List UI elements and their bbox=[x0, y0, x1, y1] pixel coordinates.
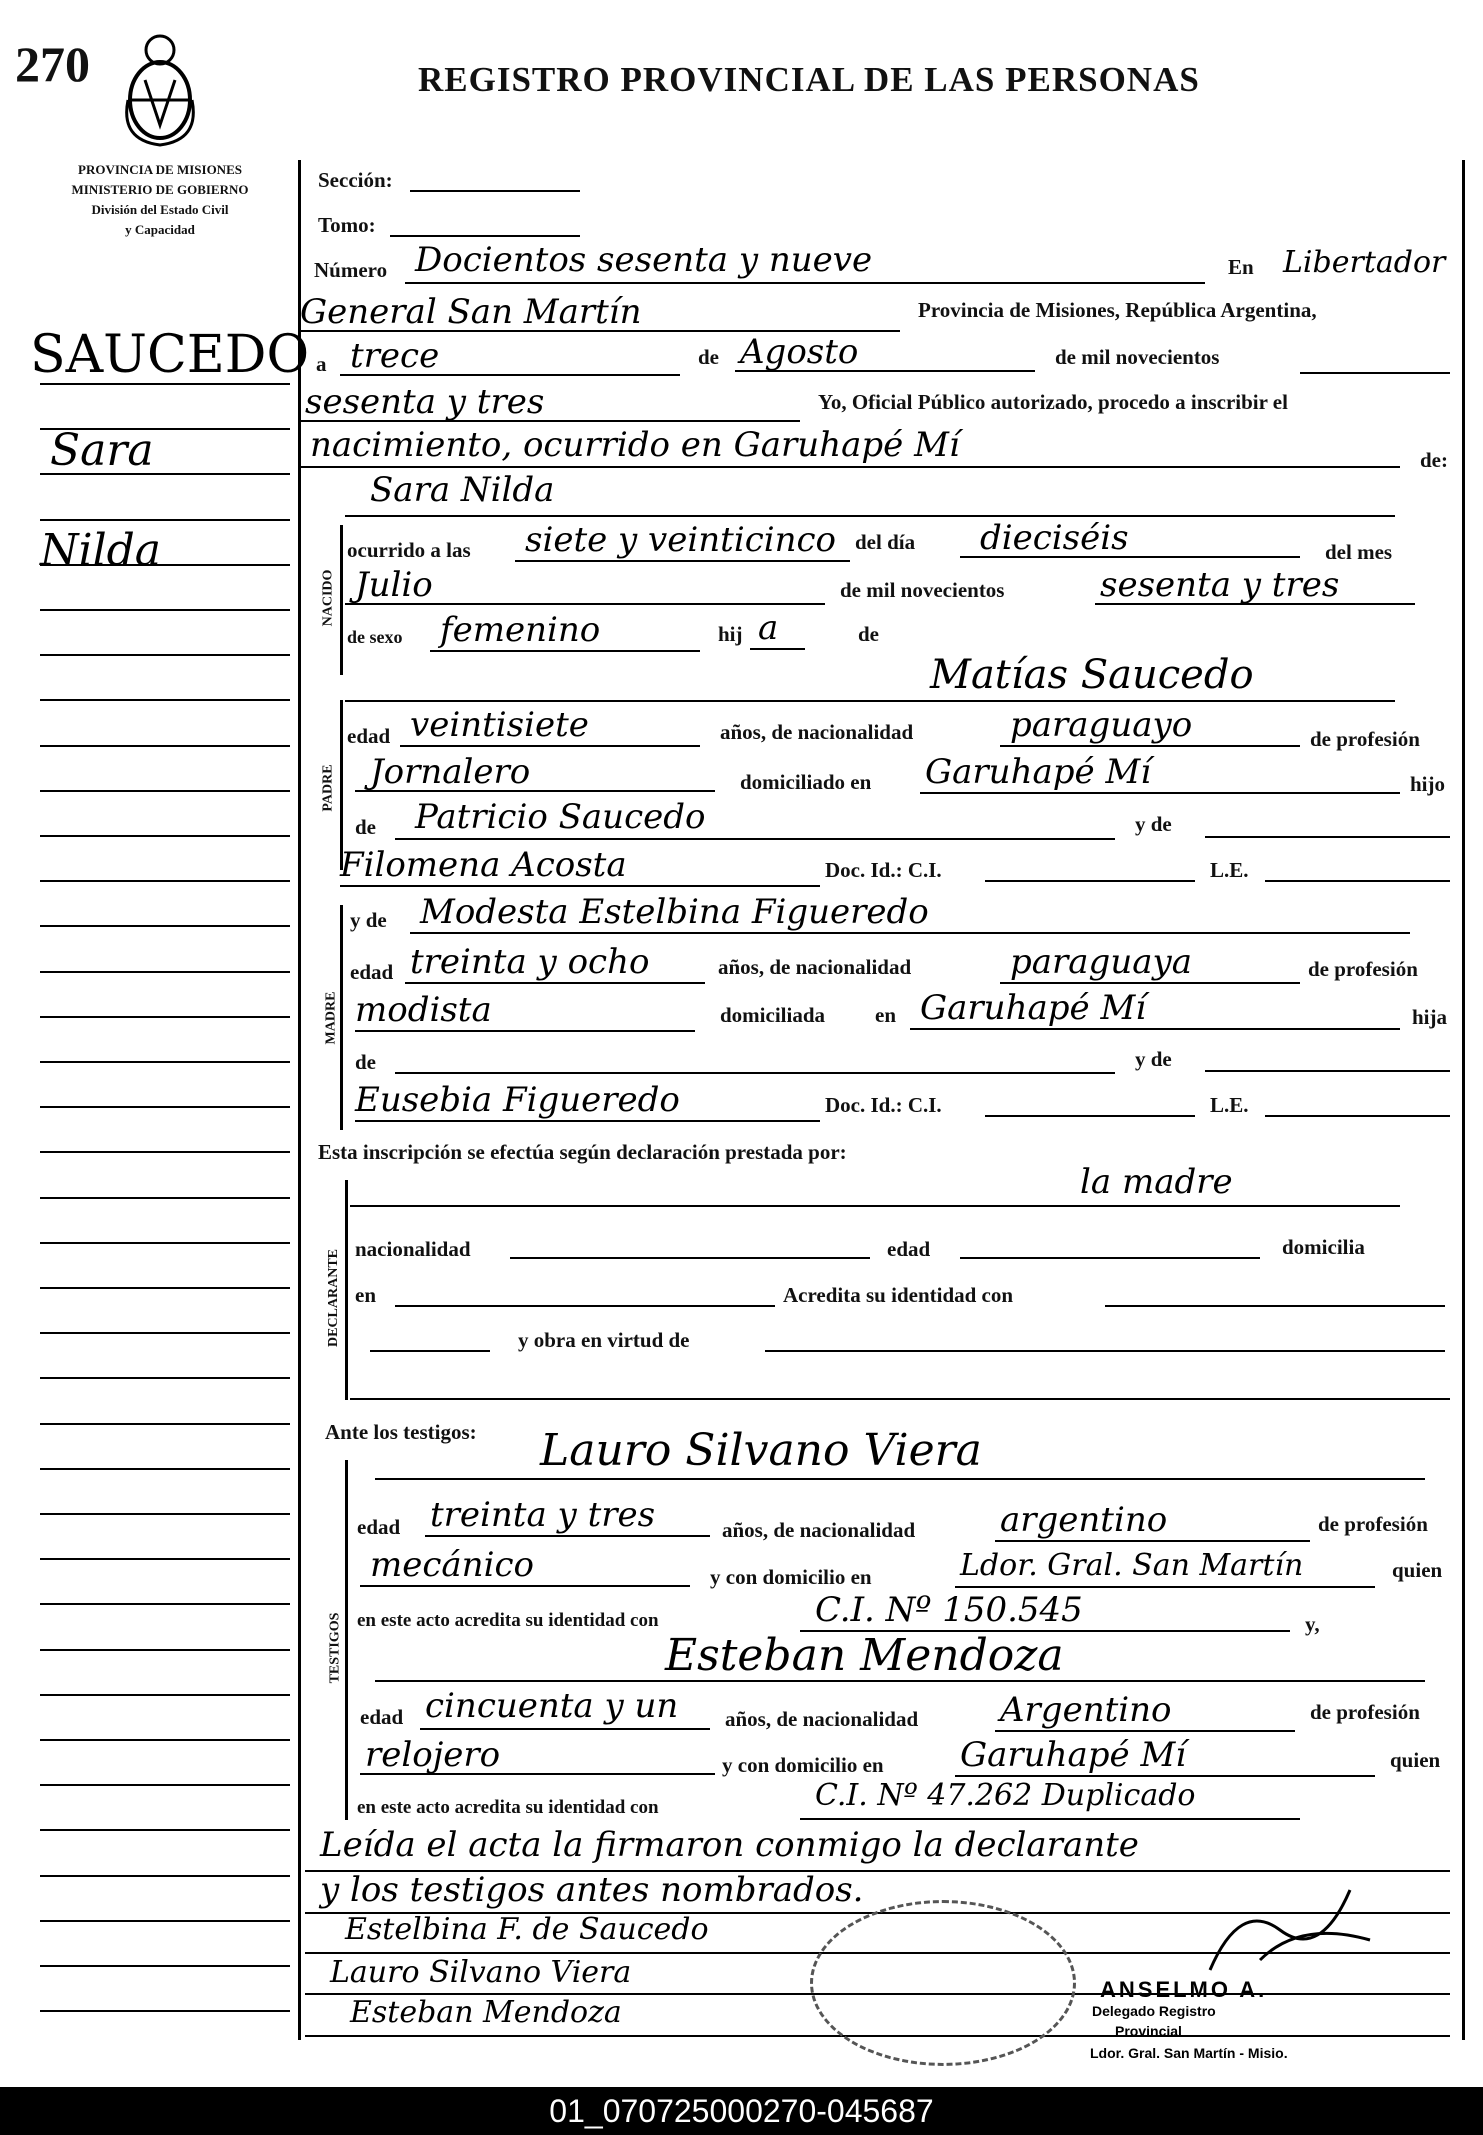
acto-value: nacimiento, ocurrido en Garuhapé Mí bbox=[310, 425, 960, 465]
madre-nombre-value: Modesta Estelbina Figueredo bbox=[420, 892, 929, 932]
hija-label: hija bbox=[1412, 1005, 1448, 1029]
sexo-value: femenino bbox=[440, 610, 601, 650]
page-number: 270 bbox=[15, 36, 90, 92]
numero-label: Número bbox=[314, 258, 388, 282]
t1-dom-value: Ldor. Gral. San Martín bbox=[960, 1548, 1304, 1583]
firma-testigo1: Lauro Silvano Viera bbox=[330, 1955, 632, 1990]
padre-nac-value: paraguayo bbox=[1010, 705, 1193, 745]
padre-dom-label: domiciliado en bbox=[740, 770, 872, 794]
nombre-line bbox=[345, 515, 1395, 517]
coat-of-arms-icon bbox=[120, 30, 200, 150]
hora-value: siete y veinticinco bbox=[525, 520, 837, 560]
decl-obra-label: y obra en virtud de bbox=[518, 1328, 690, 1352]
madre-le-label: L.E. bbox=[1210, 1093, 1249, 1117]
padre-edad-label: edad bbox=[347, 724, 391, 748]
margin-rule bbox=[40, 1965, 290, 1967]
margin-rule bbox=[40, 1558, 290, 1560]
madre-docid-label: Doc. Id.: C.I. bbox=[825, 1093, 942, 1117]
margin-rule bbox=[40, 745, 290, 747]
madre-dom-label: domiciliada bbox=[720, 1003, 826, 1027]
del-dia-label: del día bbox=[855, 530, 916, 554]
abuelo-pat-value: Patricio Saucedo bbox=[415, 797, 706, 837]
testigos-label: Ante los testigos: bbox=[325, 1420, 477, 1444]
de-nacido-label: de bbox=[858, 622, 879, 646]
decl-acredita-label: Acredita su identidad con bbox=[783, 1283, 1014, 1307]
sexo-label: de sexo bbox=[347, 627, 403, 647]
provincia-label: Provincia de Misiones, República Argentina, bbox=[918, 298, 1317, 322]
t2-prof-line bbox=[360, 1773, 715, 1775]
margin-rule bbox=[40, 1603, 290, 1605]
padre-dom-line bbox=[920, 792, 1400, 794]
hij-suffix-value: a bbox=[758, 608, 779, 648]
padre-le-line bbox=[1265, 880, 1450, 882]
margin-rule bbox=[40, 2010, 290, 2012]
t1-quien-label: quien bbox=[1392, 1558, 1443, 1582]
margin-rule bbox=[40, 1875, 290, 1877]
seccion-label: Sección: bbox=[318, 168, 393, 192]
madre-nac-value: paraguaya bbox=[1010, 942, 1192, 982]
mil-nov-label: de mil novecientos bbox=[840, 578, 1005, 602]
margin-rule bbox=[40, 1242, 290, 1244]
margin-rule bbox=[40, 609, 290, 611]
madre-yde2-line bbox=[1205, 1070, 1450, 1072]
dia-nac-line bbox=[960, 556, 1300, 558]
decl-obra-line bbox=[765, 1350, 1445, 1352]
margin-rule bbox=[40, 1287, 290, 1289]
stamp-name: ANSELMO A. bbox=[1100, 1977, 1268, 2002]
ocurrido-label: ocurrido a las bbox=[347, 538, 471, 562]
hij-label: hij bbox=[718, 622, 743, 646]
mil-line bbox=[1300, 372, 1450, 374]
margin-rule bbox=[40, 1106, 290, 1108]
padre-nac-label: años, de nacionalidad bbox=[720, 720, 914, 744]
decl-en-line bbox=[395, 1305, 775, 1307]
t2-edad-value: cincuenta y un bbox=[425, 1686, 679, 1726]
t1-dom-line bbox=[955, 1586, 1375, 1588]
margin-rule bbox=[40, 1513, 290, 1515]
t1-edad-label: edad bbox=[357, 1515, 401, 1539]
mes-nac-value: Julio bbox=[355, 565, 433, 605]
anio-line bbox=[300, 420, 800, 422]
testigo2-line bbox=[375, 1680, 1425, 1682]
t1-edad-line bbox=[425, 1535, 710, 1537]
margin-rule bbox=[40, 1829, 290, 1831]
margin-rule bbox=[40, 1694, 290, 1696]
ministry-line: MINISTERIO DE GOBIERNO bbox=[71, 182, 249, 197]
padre-le-label: L.E. bbox=[1210, 858, 1249, 882]
place-value: General San Martín bbox=[300, 292, 642, 332]
margin-rule bbox=[40, 1377, 290, 1379]
footer-id: 01_070725000270-045687 bbox=[0, 2087, 1483, 2135]
tomo-label: Tomo: bbox=[318, 213, 376, 237]
t2-prof-label: de profesión bbox=[1310, 1700, 1420, 1724]
testigos-side-label: TESTIGOS bbox=[327, 1612, 343, 1684]
margin-rule bbox=[40, 1197, 290, 1199]
declarante-value: la madre bbox=[1080, 1162, 1233, 1202]
de-label: de bbox=[698, 345, 719, 369]
decl-acredita-line bbox=[1105, 1305, 1445, 1307]
t1-prof-value: mecánico bbox=[370, 1545, 534, 1585]
province-line: PROVINCIA DE MISIONES bbox=[78, 162, 242, 177]
nacido-bracket bbox=[340, 525, 343, 675]
official-seal-icon bbox=[810, 1900, 1076, 2066]
margin-middle-name: Nilda bbox=[40, 525, 162, 576]
nacido-side-label: NACIDO bbox=[320, 569, 336, 627]
t1-dom-label: y con domicilio en bbox=[710, 1565, 872, 1589]
t1-nac-value: argentino bbox=[1000, 1500, 1168, 1540]
sexo-line bbox=[430, 650, 700, 652]
margin-rule bbox=[40, 654, 290, 656]
madre-side-label: MADRE bbox=[323, 991, 339, 1045]
margin-rule bbox=[40, 699, 290, 701]
main-right-border bbox=[1462, 160, 1465, 2040]
document-title: REGISTRO PROVINCIAL DE LAS PERSONAS bbox=[418, 60, 1200, 99]
anio-nac-value: sesenta y tres bbox=[1100, 565, 1340, 605]
padre-docid-label: Doc. Id.: C.I. bbox=[825, 858, 942, 882]
hijo-label: hijo bbox=[1410, 772, 1446, 796]
official-signature-icon bbox=[1200, 1880, 1380, 1990]
abuela-pat-value: Filomena Acosta bbox=[340, 845, 627, 885]
t2-quien-label: quien bbox=[1390, 1748, 1441, 1772]
margin-rule bbox=[40, 1468, 290, 1470]
t2-dom-label: y con domicilio en bbox=[722, 1753, 884, 1777]
madre-edad-line bbox=[405, 982, 705, 984]
declarante-line bbox=[350, 1205, 1400, 1207]
t1-edad-value: treinta y tres bbox=[430, 1495, 656, 1535]
padre-nombre-line bbox=[345, 700, 1395, 702]
madre-nombre-line bbox=[410, 932, 1410, 934]
madre-prof-value: modista bbox=[355, 990, 492, 1030]
de-colon-label: de: bbox=[1420, 448, 1448, 472]
margin-first-name: Sara bbox=[50, 425, 154, 476]
madre-dom-line bbox=[910, 1028, 1400, 1030]
t1-prof-label: de profesión bbox=[1318, 1512, 1428, 1536]
decl-en-label: en bbox=[355, 1283, 376, 1307]
t1-y-label: y, bbox=[1305, 1612, 1320, 1636]
madre-prof-line bbox=[355, 1030, 695, 1032]
margin-rule bbox=[40, 925, 290, 927]
declaracion-label: Esta inscripción se efectúa según declaración prestada por: bbox=[318, 1140, 847, 1164]
declarante-side-label: DECLARANTE bbox=[326, 1248, 342, 1348]
madre-abuelo-de-label: de bbox=[355, 1050, 376, 1074]
mes-value: Agosto bbox=[740, 332, 859, 372]
seccion-line bbox=[410, 190, 580, 192]
margin-rule bbox=[40, 428, 290, 430]
t1-acredita-label: en este acto acredita su identidad con bbox=[357, 1610, 659, 1631]
mil-novecientos-label: de mil novecientos bbox=[1055, 345, 1220, 369]
numero-line bbox=[405, 282, 1205, 284]
margin-rule bbox=[40, 1016, 290, 1018]
t2-nac-value: Argentino bbox=[1000, 1690, 1172, 1730]
tomo-line bbox=[390, 235, 580, 237]
padre-side-label: PADRE bbox=[320, 764, 336, 812]
hora-line bbox=[515, 560, 850, 562]
decl-edad-label: edad bbox=[887, 1237, 931, 1261]
margin-rule bbox=[40, 473, 290, 475]
t1-nac-line bbox=[995, 1540, 1310, 1542]
t1-nac-label: años, de nacionalidad bbox=[722, 1518, 916, 1542]
acto-line bbox=[300, 466, 1400, 468]
capacity-line: y Capacidad bbox=[125, 222, 195, 237]
madre-le-line bbox=[1265, 1115, 1450, 1117]
madre-dom-value: Garuhapé Mí bbox=[920, 988, 1147, 1028]
testigos-bracket bbox=[345, 1460, 348, 1820]
madre-edad-label: edad bbox=[350, 960, 394, 984]
dia-line bbox=[340, 374, 680, 376]
abuela-mat-value: Eusebia Figueredo bbox=[355, 1080, 680, 1120]
margin-rule bbox=[40, 1920, 290, 1922]
anio-nac-line bbox=[1095, 603, 1415, 605]
decl-nac-line bbox=[510, 1257, 870, 1259]
padre-dom-value: Garuhapé Mí bbox=[925, 752, 1152, 792]
decl-edad-line bbox=[960, 1257, 1260, 1259]
margin-rule bbox=[40, 880, 290, 882]
padre-docid-line bbox=[985, 880, 1195, 882]
decl-nac-label: nacionalidad bbox=[355, 1237, 471, 1261]
t2-id-line bbox=[800, 1818, 1300, 1820]
decl-obra-pre-line bbox=[370, 1350, 490, 1352]
testigo1-line bbox=[375, 1478, 1425, 1480]
madre-en-label: en bbox=[875, 1003, 896, 1027]
margin-rule bbox=[40, 564, 290, 566]
t1-prof-line bbox=[360, 1585, 690, 1587]
abuelo-de-label: de bbox=[355, 815, 376, 839]
margin-rule bbox=[40, 1151, 290, 1153]
padre-nac-line bbox=[1000, 745, 1300, 747]
decl-final-line bbox=[350, 1398, 1450, 1400]
mes-line bbox=[735, 370, 1035, 372]
madre-edad-value: treinta y ocho bbox=[410, 942, 650, 982]
dia-nac-value: dieciséis bbox=[980, 518, 1129, 558]
declarante-bracket bbox=[345, 1180, 348, 1400]
dia-value: trece bbox=[350, 336, 440, 376]
margin-surname: SAUCEDO bbox=[30, 325, 310, 385]
margin-rule bbox=[40, 383, 290, 385]
t2-id-value: C.I. Nº 47.262 Duplicado bbox=[815, 1778, 1196, 1813]
firma-testigo2: Esteban Mendoza bbox=[350, 1995, 622, 2030]
a-label: a bbox=[316, 352, 327, 376]
numero-value: Docientos sesenta y nueve bbox=[415, 240, 873, 280]
testigo2-value: Esteban Mendoza bbox=[665, 1630, 1064, 1681]
t2-edad-line bbox=[420, 1728, 710, 1730]
madre-nac-line bbox=[1000, 982, 1300, 984]
yo-oficial-label: Yo, Oficial Público autorizado, procedo a inscribir el bbox=[818, 390, 1288, 414]
firma-declarante: Estelbina F. de Saucedo bbox=[345, 1912, 709, 1947]
del-mes-label: del mes bbox=[1325, 540, 1393, 564]
mes-nac-line bbox=[345, 603, 825, 605]
padre-edad-line bbox=[400, 745, 700, 747]
province-block bbox=[35, 160, 285, 240]
stamp-line2: Provincial bbox=[1115, 2023, 1182, 2039]
margin-rule bbox=[40, 519, 290, 521]
nombre-value: Sara Nilda bbox=[370, 470, 555, 510]
t2-prof-value: relojero bbox=[365, 1735, 501, 1775]
stamp-line3: Ldor. Gral. San Martín - Misio. bbox=[1090, 2045, 1288, 2061]
t2-dom-value: Garuhapé Mí bbox=[960, 1735, 1187, 1775]
abuela-mat-line bbox=[355, 1120, 820, 1122]
t2-acredita-label: en este acto acredita su identidad con bbox=[357, 1797, 659, 1818]
padre-prof-line bbox=[355, 790, 715, 792]
margin-rule bbox=[40, 1784, 290, 1786]
testigo1-value: Lauro Silvano Viera bbox=[540, 1425, 982, 1476]
margin-rule bbox=[40, 790, 290, 792]
t2-edad-label: edad bbox=[360, 1705, 404, 1729]
margin-rule bbox=[40, 1061, 290, 1063]
main-left-border bbox=[298, 160, 301, 2040]
abuela-yde-line bbox=[1205, 836, 1450, 838]
stamp-line1: Delegado Registro bbox=[1092, 2003, 1216, 2019]
margin-rule bbox=[40, 1332, 290, 1334]
padre-prof-label: de profesión bbox=[1310, 727, 1420, 751]
margin-rule bbox=[40, 835, 290, 837]
cierre-line2: y los testigos antes nombrados. bbox=[320, 1870, 864, 1910]
division-line: División del Estado Civil bbox=[91, 202, 229, 217]
madre-abuelo-line bbox=[395, 1072, 1115, 1074]
madre-nac-label: años, de nacionalidad bbox=[718, 955, 912, 979]
margin-rule bbox=[40, 1649, 290, 1651]
madre-docid-line bbox=[985, 1115, 1195, 1117]
abuela-pat-line bbox=[340, 885, 820, 887]
abuela-yde-label: y de bbox=[1135, 812, 1172, 836]
anio-value: sesenta y tres bbox=[305, 382, 545, 422]
abuelo-pat-line bbox=[395, 838, 1115, 840]
madre-bracket bbox=[340, 905, 343, 1130]
madre-yde-label: y de bbox=[350, 908, 387, 932]
t2-dom-line bbox=[955, 1775, 1375, 1777]
decl-dom-label: domicilia bbox=[1282, 1235, 1365, 1259]
madre-yde2-label: y de bbox=[1135, 1047, 1172, 1071]
margin-rule bbox=[40, 1423, 290, 1425]
t2-nac-line bbox=[995, 1730, 1295, 1732]
padre-nombre-value: Matías Saucedo bbox=[930, 652, 1254, 698]
en-label: En bbox=[1228, 255, 1254, 279]
margin-rule bbox=[40, 1739, 290, 1741]
padre-prof-value: Jornalero bbox=[370, 752, 531, 792]
margin-rule bbox=[40, 971, 290, 973]
madre-prof-label: de profesión bbox=[1308, 957, 1418, 981]
hij-line bbox=[750, 648, 805, 650]
en-place-value: Libertador bbox=[1283, 245, 1446, 280]
t1-id-value: C.I. Nº 150.545 bbox=[815, 1590, 1083, 1630]
padre-edad-value: veintisiete bbox=[410, 705, 589, 745]
cierre-line1: Leída el acta la firmaron conmigo la declarante bbox=[320, 1825, 1139, 1865]
t2-nac-label: años, de nacionalidad bbox=[725, 1707, 919, 1731]
